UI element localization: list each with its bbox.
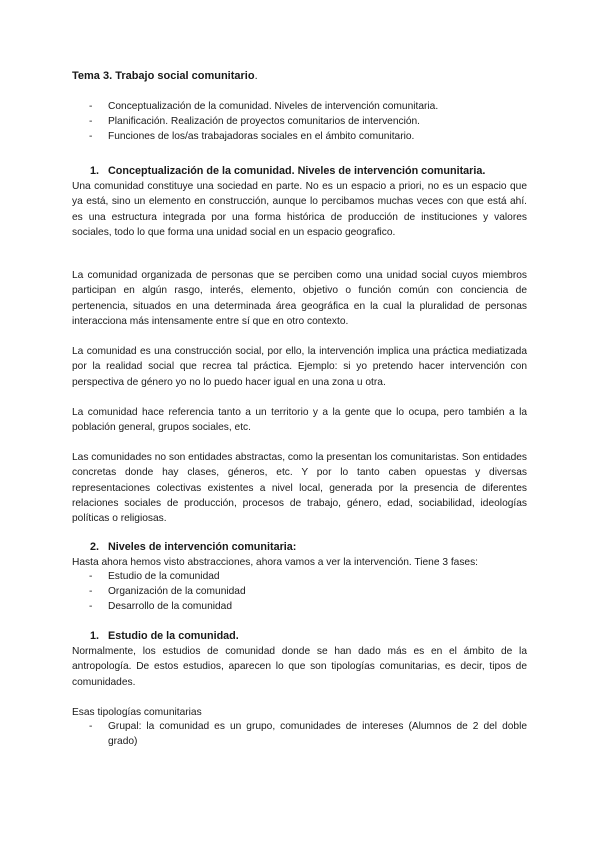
section-heading bbox=[72, 164, 527, 179]
list-item: - Desarrollo de la comunidad bbox=[72, 600, 527, 615]
section-number: 1. bbox=[90, 165, 100, 177]
section-1-para-3 bbox=[72, 344, 527, 390]
section-1 bbox=[72, 164, 527, 240]
paragraph: La comunidad es una construcción social, por ello, la intervención implica una práctica mediatizada por la realidad social que recrea tal práctica. Ejemplo: si yo pretendo hacer intervención con perspectiva de género yo no lo puedo hacer igual en una zona u otra. bbox=[72, 346, 527, 388]
list-item: - Conceptualización de la comunidad. Niveles de intervención comunitaria. bbox=[72, 100, 527, 115]
list-item: - Organización de la comunidad bbox=[72, 585, 527, 600]
section-heading-text: Niveles de intervención comunitaria: bbox=[108, 541, 297, 553]
section-1-para-5 bbox=[72, 450, 527, 526]
outline-list bbox=[72, 100, 527, 144]
typologies-label: Esas tipologías comunitarias bbox=[72, 707, 202, 718]
paragraph: Normalmente, los estudios de comunidad donde se han dado más es en el ámbito de la antropología. De estos estudios, aparecen lo que son tipologías comunitarias, es decir, tipos de comunidades. bbox=[72, 646, 527, 688]
outline-block bbox=[72, 100, 527, 144]
section-heading bbox=[72, 629, 527, 644]
section-1-para-4 bbox=[72, 405, 527, 436]
title-tail: . bbox=[254, 70, 258, 82]
paragraph: Hasta ahora hemos visto abstracciones, ahora vamos a ver la intervención. Tiene 3 fases: bbox=[72, 557, 479, 568]
section-3 bbox=[72, 629, 527, 690]
section-number: 2. bbox=[90, 541, 100, 553]
paragraph: La comunidad hace referencia tanto a un territorio y a la gente que lo ocupa, pero también a la población general, grupos sociales, etc. bbox=[72, 407, 527, 434]
section-number: 1. bbox=[90, 630, 100, 642]
list-item: - Grupal: la comunidad es un grupo, comunidades de intereses (Alumnos de 2 del doble grado) bbox=[72, 720, 527, 750]
section-1-para-2 bbox=[72, 268, 527, 329]
section-heading-text: Estudio de la comunidad. bbox=[108, 630, 239, 642]
section-2 bbox=[72, 540, 527, 615]
list-item: - Estudio de la comunidad bbox=[72, 570, 527, 585]
section-heading-text: Conceptualización de la comunidad. Niveles de intervención comunitaria. bbox=[108, 165, 486, 177]
typologies-block bbox=[72, 705, 527, 750]
paragraph: Las comunidades no son entidades abstractas, como la presentan los comunitaristas. Son entidades concretas donde hay clases, géneros, etc. Y por lo tanto caben opuestas y diversas representaciones colectivas existentes a nivel local, generada por la presencia de diferentes relaciones sociales de producción, procesos de trabajo, género, edad, sociabilidad, ideologías políticas o religiosas. bbox=[72, 452, 527, 525]
document-title bbox=[72, 70, 258, 82]
title-bold: Tema 3. Trabajo social comunitario bbox=[72, 70, 255, 82]
phase-list bbox=[72, 570, 527, 614]
section-heading bbox=[72, 540, 527, 555]
paragraph: La comunidad organizada de personas que se perciben como una unidad social cuyos miembros participan en algún rasgo, interés, elemento, objetivo o función común con conciencia de pertenencia, situados en una determinada área geográfica en la cual la pluralidad de personas interacciona más intensamente entre sí que en otro contexto. bbox=[72, 270, 527, 327]
list-item: - Funciones de los/as trabajadoras sociales en el ámbito comunitario. bbox=[72, 130, 527, 145]
list-item: - Planificación. Realización de proyectos comunitarios de intervención. bbox=[72, 115, 527, 130]
paragraph: Una comunidad constituye una sociedad en parte. No es un espacio a priori, no es un espacio que ya está, sino un elemento en construcción, aunque lo percibamos muchas veces con que está ahí. es una estructura integrada por una forma histórica de producción de instituciones y valores sociales, todo lo que forma una unidad social en un espacio geografico. bbox=[72, 181, 527, 238]
typologies-list bbox=[72, 720, 527, 750]
